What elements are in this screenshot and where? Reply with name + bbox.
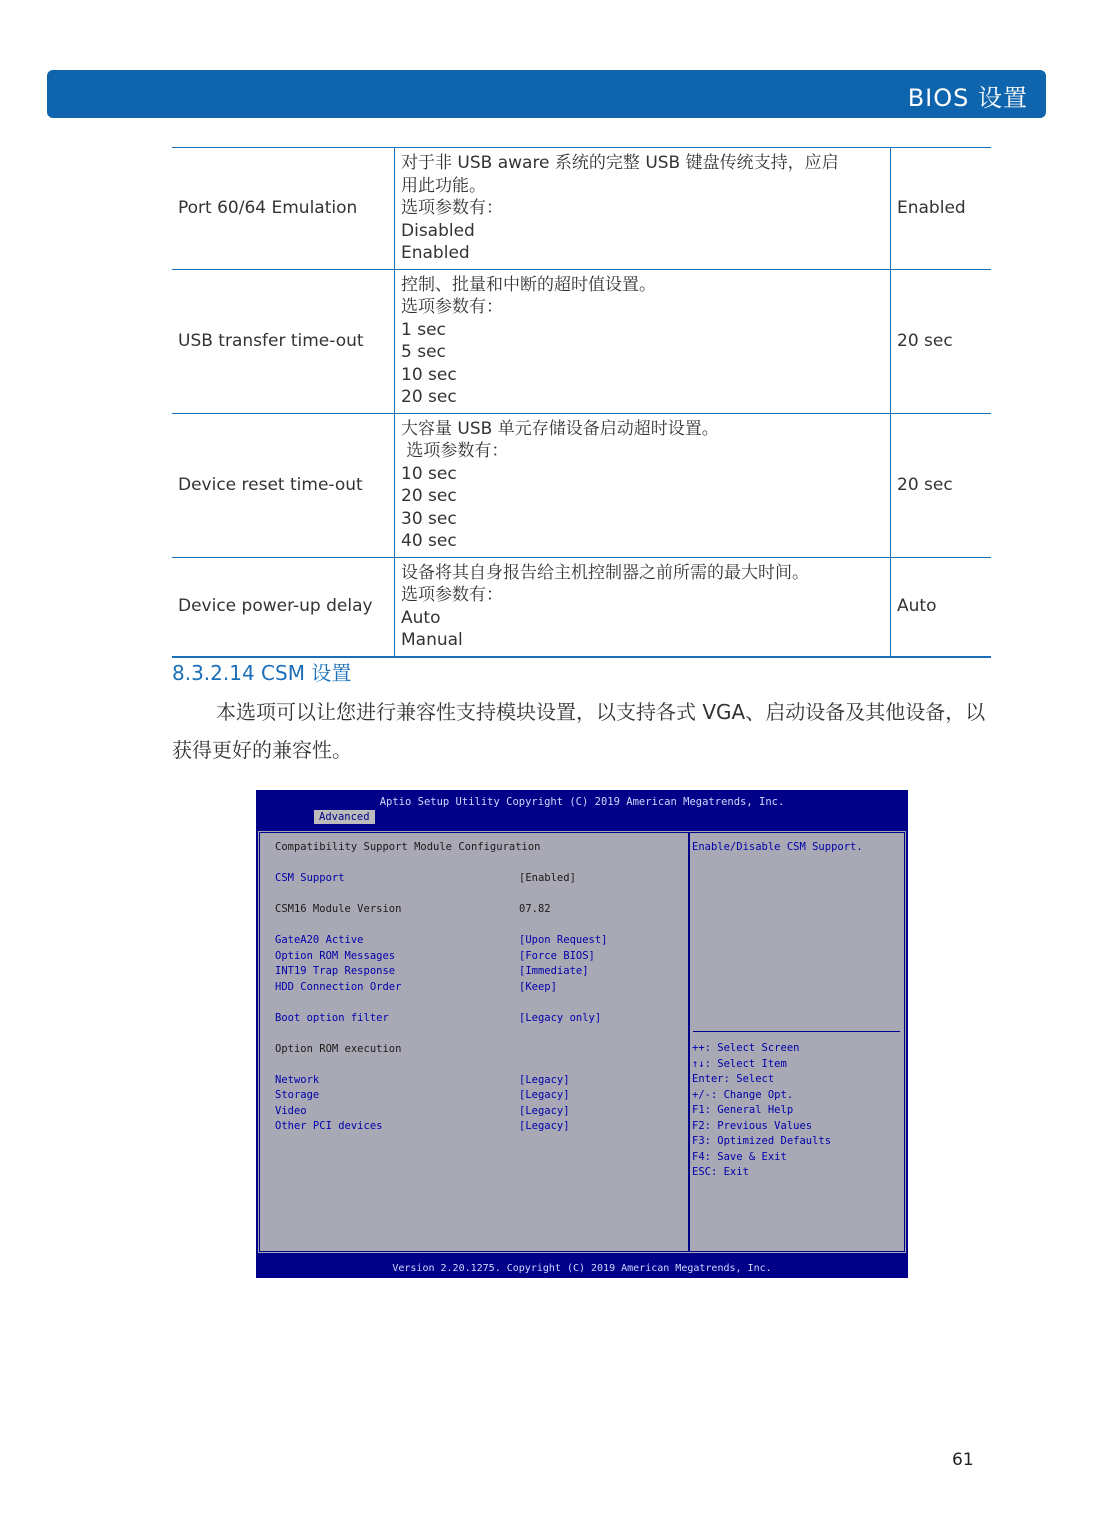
table-row [172,269,991,413]
option-default: Enabled [891,148,992,270]
header-band [47,70,1046,118]
other-pci-label[interactable]: Other PCI devices [275,1120,383,1132]
section-paragraph: 本选项可以让您进行兼容性支持模块设置，以支持各式 VGA、启动设备及其他设备，以获得更好的兼容性。 [172,700,986,762]
key-hint: +/-: Change Opt. [692,1088,794,1101]
options-table [172,147,991,658]
csm16-version-value: 07.82 [519,903,551,915]
boot-filter-label[interactable]: Boot option filter [275,1011,389,1024]
option-description: 控制、批量和中断的超时值设置。 选项参数有： 1 sec 5 sec 10 sec 20 sec [395,269,891,413]
option-rom-messages-label[interactable]: Option ROM Messages [275,949,396,962]
option-description: 大容量 USB 单元存储设备启动超时设置。 选项参数有： 10 sec 20 sec 30 sec 40 sec [395,413,891,557]
header-title: BIOS 设置 [907,84,1028,112]
help-divider [693,1031,900,1032]
network-value[interactable]: [Legacy] [519,1073,570,1086]
csm16-version-label: CSM16 Module Version [275,903,402,915]
key-hint: ESC: Exit [692,1166,749,1178]
option-rom-execution-label: Option ROM execution [275,1042,402,1055]
option-description: 设备将其自身报告给主机控制器之前所需的最大时间。 选项参数有： Auto Manual [395,557,891,657]
option-name: Device reset time-out [172,413,395,557]
option-default: Auto [891,557,992,657]
int19-trap-label[interactable]: INT19 Trap Response [275,965,396,977]
option-description: 对于非 USB aware 系统的完整 USB 键盘传统支持，应启 用此功能。 选项参数有： Disabled Enabled [395,148,891,270]
key-hint: F3: Optimized Defaults [692,1135,832,1147]
option-rom-messages-value[interactable]: [Force BIOS] [519,949,595,962]
key-hint: F1: General Help [692,1104,794,1116]
bios-heading: Compatibility Support Module Configuration [275,841,541,853]
key-hint: ↑↓: Select Item [692,1057,787,1070]
option-default: 20 sec [891,269,992,413]
option-name: Device power-up delay [172,557,395,657]
storage-label[interactable]: Storage [275,1089,320,1101]
bios-body [258,831,906,1253]
boot-filter-value[interactable]: [Legacy only] [519,1011,602,1024]
video-label[interactable]: Video [275,1104,307,1117]
page-number: 61 [952,1450,974,1470]
table-row [172,413,991,557]
option-name: Port 60/64 Emulation [172,148,395,270]
tab-advanced[interactable]: Advanced [314,810,375,824]
table-row [172,148,991,270]
key-hint: Enter: Select [692,1073,775,1085]
network-label[interactable]: Network [275,1073,320,1086]
other-pci-value[interactable]: [Legacy] [519,1120,570,1132]
section-heading: 8.3.2.14 CSM 设置 [172,661,352,685]
option-name: USB transfer time-out [172,269,395,413]
storage-value[interactable]: [Legacy] [519,1089,570,1101]
gatea20-label[interactable]: GateA20 Active [275,934,364,946]
video-value[interactable]: [Legacy] [519,1104,570,1117]
option-default: 20 sec [891,413,992,557]
int19-trap-value[interactable]: [Immediate] [519,965,589,977]
key-hint: ++: Select Screen [692,1042,800,1054]
help-text: Enable/Disable CSM Support. [692,841,863,853]
bios-help-panel [689,832,905,1252]
csm-support-value[interactable]: [Enabled] [519,872,576,884]
table-row [172,557,991,657]
hdd-order-value[interactable]: [Keep] [519,980,557,993]
gatea20-value[interactable]: [Upon Request] [519,934,608,946]
key-hint: F2: Previous Values [692,1119,813,1132]
bios-screenshot [256,790,908,1278]
bios-main-panel [259,832,689,1252]
bios-footer: Version 2.20.1275. Copyright (C) 2019 American Megatrends, Inc. [392,1263,772,1274]
key-hint: F4: Save & Exit [692,1150,787,1163]
csm-support-label[interactable]: CSM Support [275,872,345,884]
hdd-order-label[interactable]: HDD Connection Order [275,980,402,993]
bios-title: Aptio Setup Utility Copyright (C) 2019 American Megatrends, Inc. [379,796,785,808]
